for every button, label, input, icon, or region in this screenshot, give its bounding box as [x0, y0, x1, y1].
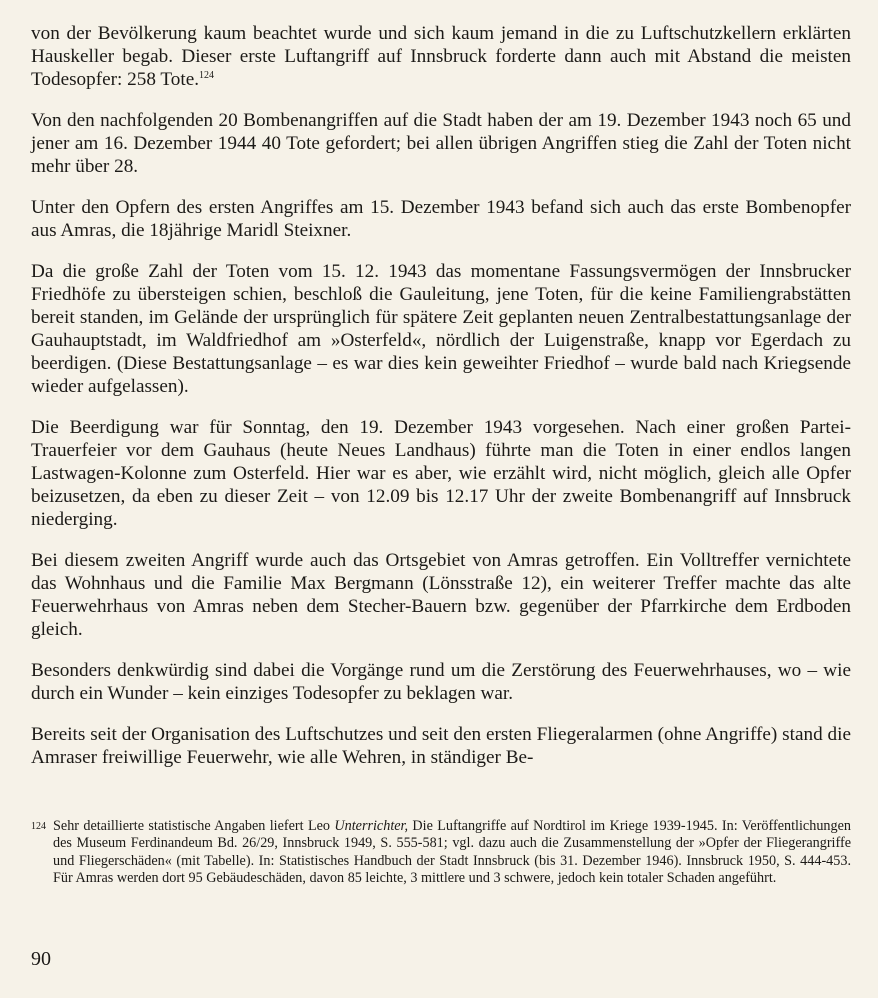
footnote-number: 124	[31, 821, 46, 832]
paragraph-8	[31, 723, 851, 769]
page-number: 90	[31, 948, 51, 970]
paragraph-2	[31, 109, 851, 178]
footnote-124	[31, 818, 851, 888]
paragraph-8-text: Bereits seit der Organisation des Luftschutzes und seit den ersten Fliegeralarmen (ohne Angriffe) stand die Amraser freiwillige Feuerwehr, wie alle Wehren, in ständiger Be-	[31, 724, 851, 768]
paragraph-4	[31, 260, 851, 398]
paragraph-6-text: Bei diesem zweiten Angriff wurde auch das Ortsgebiet von Amras getroffen. Ein Volltreffer vernichtete das Wohnhaus und die Familie Max Bergmann (Lönsstraße 12), ein weiterer Treffer machte das alte Feuerwehrhaus von Amras neben dem Stecher-Bauern bzw. gegenüber der Pfarrkirche dem Erdboden gleich.	[31, 550, 851, 640]
footnote-text	[53, 818, 851, 888]
paragraph-3	[31, 196, 851, 242]
paragraph-4-text: Da die große Zahl der Toten vom 15. 12. 1943 das momentane Fassungsvermögen der Innsbrucker Friedhöfe zu übersteigen schien, beschloß die Gauleitung, jene Toten, für die keine Familiengrabstätten bereit standen, im Gelände der ursprünglich für spätere Zeit geplanten neuen Zentralbestattungsanlage der Gauhauptstadt, im Waldfriedhof am »Osterfeld«, nördlich der Luigenstraße, knapp vor Egerdach zu beerdigen. (Diese Bestattungsanlage – es war dies kein geweihter Friedhof – wurde bald nach Kriegsende wieder aufgelassen).	[31, 261, 851, 397]
paragraph-7-text: Besonders denkwürdig sind dabei die Vorgänge rund um die Zerstörung des Feuerwehrhauses, wo – wie durch ein Wunder – kein einziges Todesopfer zu beklagen war.	[31, 660, 851, 704]
page-body	[31, 22, 851, 787]
footnote-text-a: Sehr detaillierte statistische Angaben liefert Leo	[53, 818, 335, 834]
paragraph-7	[31, 659, 851, 705]
paragraph-5	[31, 416, 851, 531]
footnote-reference[interactable]: 124	[199, 70, 215, 81]
paragraph-5-text: Die Beerdigung war für Sonntag, den 19. Dezember 1943 vorgesehen. Nach einer großen Partei-Trauerfeier vor dem Gauhaus (heute Neues Landhaus) führte man die Toten in einer endlos langen Lastwagen-Kolonne zum Osterfeld. Hier war es aber, wie erzählt wird, nicht möglich, gleich alle Opfer beizusetzen, da eben zu dieser Zeit – von 12.09 bis 12.17 Uhr der zweite Bombenangriff auf Innsbruck niederging.	[31, 417, 851, 530]
paragraph-2-text: Von den nachfolgenden 20 Bombenangriffen auf die Stadt haben der am 19. Dezember 1943 noch 65 und jener am 16. Dezember 1944 40 Tote gefordert; bei allen übrigen Angriffen stieg die Zahl der Toten nicht mehr über 28.	[31, 110, 851, 177]
paragraph-1	[31, 22, 851, 91]
footnote-section	[31, 818, 851, 888]
paragraph-6	[31, 549, 851, 641]
footnote-text-b: Die Luftangriffe auf Nordtirol im Kriege 1939-1945. In: Veröffentlichungen des Museum Ferdinandeum Bd. 26/29, Innsbruck 1949, S. 555-581; vgl. dazu auch die Zusammenstellung der »Opfer der Fliegerangriffe und Fliegerschäden« (mit Tabelle). In: Statistisches Handbuch der Stadt Innsbruck (bis 31. Dezember 1946). Innsbruck 1950, S. 444-453. Für Amras werden dort 95 Gebäudeschäden, davon 85 leichte, 3 mittlere und 3 schwere, jedoch kein totaler Schaden angeführt.	[53, 818, 851, 887]
paragraph-1-text: von der Bevölkerung kaum beachtet wurde und sich kaum jemand in die zu Luftschutzkellern erklärten Hauskeller begab. Dieser erste Luftangriff auf Innsbruck forderte dann auch mit Abstand die meisten Todesopfer: 258 Tote.	[31, 23, 851, 90]
paragraph-3-text: Unter den Opfern des ersten Angriffes am 15. Dezember 1943 befand sich auch das erste Bombenopfer aus Amras, die 18jährige Maridl Steixner.	[31, 197, 851, 241]
footnote-author: Unterrichter,	[334, 818, 409, 834]
